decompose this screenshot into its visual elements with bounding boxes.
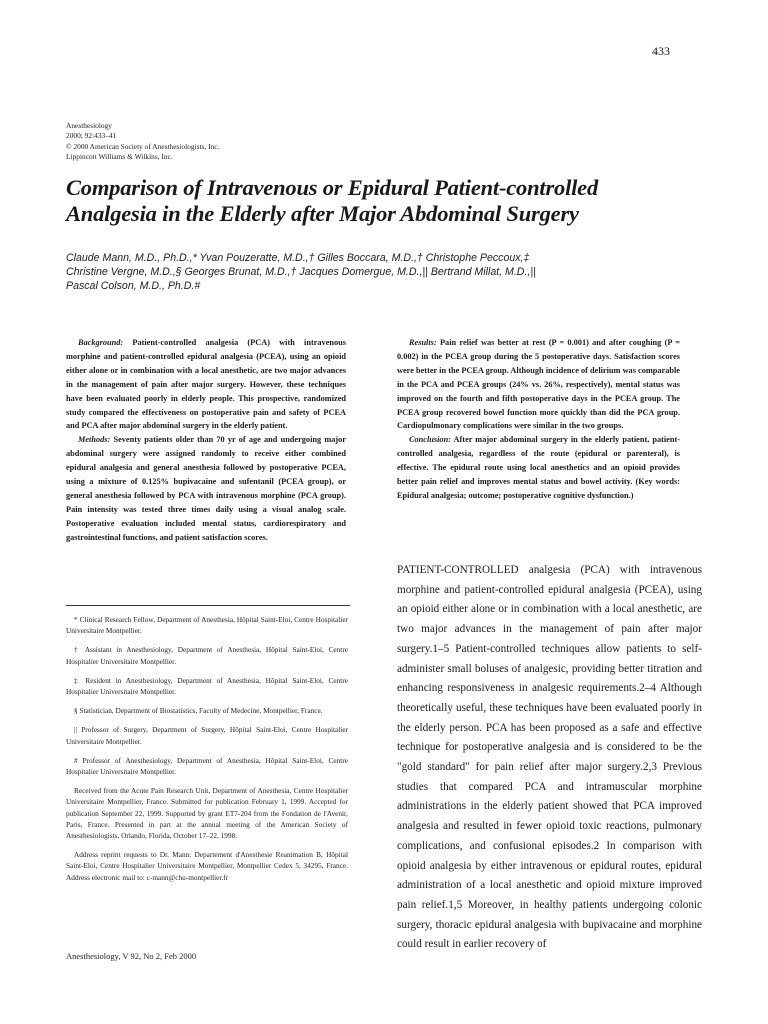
- footnote: Received from the Acute Pain Research Unit, Department of Anesthesia, Centre Hospitalier Universitaire Montpellier, France. Submitted for publication February 1, 1999. Accepted for publication September 22, 1999. Supported by grant ET7-204 from the Fondation de l'Avenir, Paris, France. Presented in part at the annual meeting of the American Society of Anesthesiologists, Orlando, Florida, October 17–22, 1998.: [66, 786, 348, 841]
- footnote: || Professor of Surgery, Department of Surgery, Hôpital Saint-Eloi, Centre Hospitalier Universitaire Montpellier.: [66, 725, 348, 746]
- footnote-divider: [66, 605, 350, 606]
- footnote: § Statistician, Department of Biostatistics, Faculty of Medecine, Montpellier, France.: [74, 706, 323, 716]
- abstract-right-column: [397, 336, 680, 503]
- results-text: Pain relief was better at rest (P = 0.001) and after coughing (P = 0.002) in the PCEA group during the 5 postoperative days. Satisfaction scores were better in the PCEA group. Although incidence of delirium was comparable in the PCA and PCEA groups (24% vs. 26%, respectively), mental status was improved on the fourth and fifth postoperative days in the PCEA group. The PCEA group recovered bowel function more quickly than did the PCA group. Cardiopulmonary complications were similar in the two groups.: [397, 338, 681, 431]
- abstract-conclusion: [397, 433, 680, 503]
- footnote: * Clinical Research Fellow, Department of Anesthesia, Hôpital Saint-Eloi, Centre Hospitalier Universitaire Montpellier.: [66, 615, 348, 636]
- introduction-lead: PATIENT-CONTROLLED: [397, 564, 519, 576]
- author-line: Pascal Colson, M.D., Ph.D.#: [66, 280, 201, 292]
- page-number: 433: [652, 44, 670, 58]
- methods-label: Methods:: [78, 435, 111, 445]
- abstract-left-column: [66, 336, 346, 545]
- footnote: Address reprint requests to Dr. Mann: Departement d'Anesthesie Reanimation B, Hôpital Saint-Eloi, Centre Hospitalier Universitaire Montpellier, Montpellier Cedex 5, 34295, France. Address electronic mail to: c-mann@chu-montpellier.fr: [66, 850, 348, 882]
- introduction-text: analgesia (PCA) with intravenous morphine and patient-controlled epidural analgesia (PCEA), using an opioid either alone or in combination with a local anesthetic, are two major advances in the management of pain after major surgery.1–5 Patient-controlled techniques allow patients to self-administer small boluses of analgesic, providing better titration and enhancing responsiveness in analgesic requirements.2–4 Although theoretically useful, these techniques have been evaluated poorly in the elderly person. PCA has been proposed as a safe and effective technique for postoperative analgesia and is considered to be the "gold standard" for pain relief after major surgery.2,3 Previous studies that compared PCA and intramuscular morphine administrations in the elderly patient showed that PCA improved analgesia and resulted in fewer opioid toxic reactions, pulmonary complications, and confusional episodes.2 In comparison with opioid analgesia by either intravenous or epidural routes, epidural administration of a local anesthetic and opioid mixture improved pain relief.1,5 Moreover, in healthy patients undergoing colonic surgery, thoracic epidural analgesia with bupivacaine and morphine could result in earlier recovery of: [397, 564, 703, 951]
- abstract-results: [397, 336, 680, 433]
- author-line: Claude Mann, M.D., Ph.D.,* Yvan Pouzeratte, M.D.,† Gilles Boccara, M.D.,† Christophe Peccoux,‡: [66, 252, 530, 264]
- footnote: # Professor of Anesthesiology, Department of Anesthesia, Hôpital Saint-Eloi, Centre Hospitalier Universitaire Montpellier.: [66, 755, 348, 777]
- journal-citation-block: [66, 121, 219, 163]
- copyright-line: © 2000 American Society of Anesthesiologists, Inc.: [66, 141, 220, 151]
- background-label: Background:: [78, 338, 124, 347]
- background-text: Patient-controlled analgesia (PCA) with intravenous morphine and patient-controlled epidural analgesia (PCEA), using an opioid either alone or in combination with a local anesthetic, are two major advances in the management of pain after major surgery. However, these techniques have been evaluated poorly in elderly people. This prospective, randomized study compared the effectiveness on postoperative pain and safety of PCEA and PCA after major abdominal surgery in the elderly patient.: [66, 338, 346, 431]
- footnote: † Assistant in Anesthesiology, Department of Anesthesia, Hôpital Saint-Eloi, Centre Hospitalier Universitaire Montpellier.: [66, 645, 348, 666]
- publisher-line: Lippincott Williams & Wilkins, Inc.: [66, 152, 173, 162]
- article-title: Comparison of Intravenous or Epidural Patient-controlled Analgesia in the Elderly after Major Abdominal Surgery: [66, 175, 599, 226]
- journal-name: Anesthesiology: [66, 121, 112, 130]
- running-footer: Anesthesiology, V 92, No 2, Feb 2000: [66, 951, 197, 961]
- abstract-methods: [66, 433, 346, 544]
- author-line: Christine Vergne, M.D.,§ Georges Brunat, M.D.,† Jacques Domergue, M.D.,|| Bertrand Millat, M.D.,||: [66, 266, 536, 278]
- abstract-background: [66, 336, 346, 433]
- conclusion-label: Conclusion:: [409, 435, 451, 445]
- footnotes: [66, 614, 348, 891]
- results-label: Results:: [409, 338, 437, 347]
- methods-text: Seventy patients older than 70 yr of age and undergoing major abdominal surgery were assigned randomly to receive either combined epidural analgesia and general anesthesia followed by postoperative PCEA, using a mixture of 0.125% bupivacaine and sufentanil (PCEA group), or general anesthesia followed by PCA with intravenous morphine (PCA group). Pain intensity was tested three times daily using a visual analog scale. Postoperative evaluation included mental status, cardiorespiratory and gastrointestinal functions, and patient satisfaction scores.: [66, 435, 346, 542]
- conclusion-text: After major abdominal surgery in the elderly patient, patient-controlled analgesia, regardless of the route (epidural or parenteral), is effective. The epidural route using local anesthetics and an opioid provides better pain relief and improves mental status and bowel activity. (Key words: Epidural analgesia; outcome; postoperative cognitive dysfunction.): [397, 435, 680, 500]
- author-list: [66, 251, 666, 293]
- introduction-paragraph: [397, 561, 702, 955]
- journal-volume: 2000; 92:433–41: [66, 131, 117, 141]
- footnote: ‡ Resident in Anesthesiology, Department of Anesthesia, Hôpital Saint-Eloi, Centre Hospitalier Universitaire Montpellier.: [66, 675, 348, 697]
